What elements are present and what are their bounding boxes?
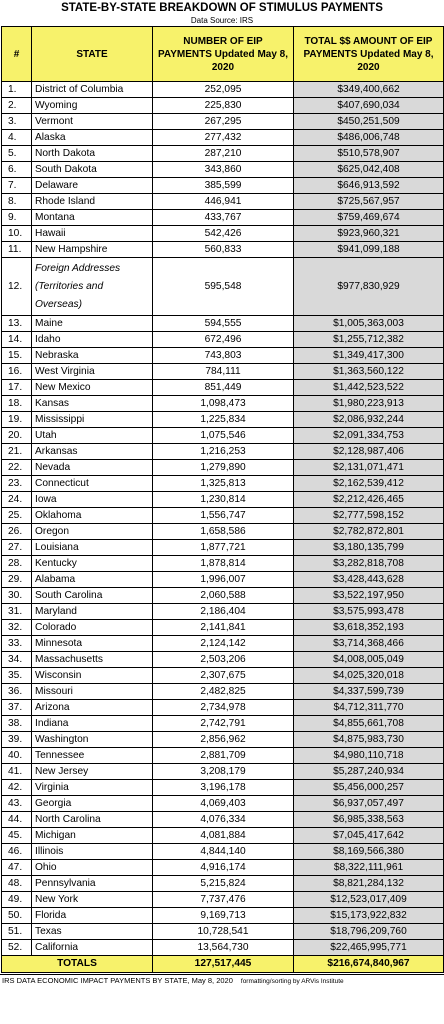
- row-state: West Virginia: [32, 364, 153, 380]
- row-amount: $407,690,034: [294, 98, 444, 114]
- row-number: 2,856,962: [153, 732, 294, 748]
- table-row: [2, 684, 444, 700]
- row-number: 1,225,834: [153, 412, 294, 428]
- row-amount: $4,875,983,730: [294, 732, 444, 748]
- row-number: 1,216,253: [153, 444, 294, 460]
- row-index: 1.: [2, 82, 32, 98]
- row-number: 4,081,884: [153, 828, 294, 844]
- row-number: 5,215,824: [153, 876, 294, 892]
- row-state: Washington: [32, 732, 153, 748]
- row-number: 9,169,713: [153, 908, 294, 924]
- row-index: 32.: [2, 620, 32, 636]
- row-state: Alabama: [32, 572, 153, 588]
- totals-amount: $216,674,840,967: [294, 956, 444, 973]
- table-row: [2, 226, 444, 242]
- row-index: 43.: [2, 796, 32, 812]
- row-amount: $1,349,417,300: [294, 348, 444, 364]
- table-row: [2, 844, 444, 860]
- row-number: 1,996,007: [153, 572, 294, 588]
- row-state: Maine: [32, 316, 153, 332]
- row-state: Idaho: [32, 332, 153, 348]
- row-index: 42.: [2, 780, 32, 796]
- row-index: 22.: [2, 460, 32, 476]
- row-state: South Dakota: [32, 162, 153, 178]
- row-number: 1,075,546: [153, 428, 294, 444]
- payments-table: [1, 26, 444, 973]
- table-row: [2, 828, 444, 844]
- row-index: 45.: [2, 828, 32, 844]
- row-index: 41.: [2, 764, 32, 780]
- row-state: Colorado: [32, 620, 153, 636]
- row-state: Florida: [32, 908, 153, 924]
- totals-row: [2, 956, 444, 973]
- table-row: [2, 396, 444, 412]
- row-amount: $4,025,320,018: [294, 668, 444, 684]
- row-index: 49.: [2, 892, 32, 908]
- row-state: Texas: [32, 924, 153, 940]
- row-number: 1,658,586: [153, 524, 294, 540]
- row-amount: $22,465,995,771: [294, 940, 444, 956]
- row-state: North Dakota: [32, 146, 153, 162]
- row-amount: $923,960,321: [294, 226, 444, 242]
- table-row: [2, 114, 444, 130]
- table-row: [2, 924, 444, 940]
- table-row: [2, 98, 444, 114]
- table-row: [2, 796, 444, 812]
- row-index: 33.: [2, 636, 32, 652]
- row-state: Alaska: [32, 130, 153, 146]
- table-header-row: [2, 27, 444, 82]
- totals-label: TOTALS: [2, 956, 153, 973]
- row-number: 595,548: [153, 258, 294, 316]
- row-index: 51.: [2, 924, 32, 940]
- row-amount: $2,128,987,406: [294, 444, 444, 460]
- row-number: 287,210: [153, 146, 294, 162]
- row-number: 3,196,178: [153, 780, 294, 796]
- row-amount: $2,782,872,801: [294, 524, 444, 540]
- row-index: 29.: [2, 572, 32, 588]
- row-amount: $486,006,748: [294, 130, 444, 146]
- row-state: Utah: [32, 428, 153, 444]
- table-body: [2, 82, 444, 956]
- row-number: 851,449: [153, 380, 294, 396]
- row-amount: $6,985,338,563: [294, 812, 444, 828]
- row-index: 50.: [2, 908, 32, 924]
- page-title: STATE-BY-STATE BREAKDOWN OF STIMULUS PAYMENTS: [61, 2, 383, 14]
- row-number: 2,503,206: [153, 652, 294, 668]
- table-row: [2, 146, 444, 162]
- row-state: Kansas: [32, 396, 153, 412]
- table-row: [2, 444, 444, 460]
- row-state: Wyoming: [32, 98, 153, 114]
- row-state: South Carolina: [32, 588, 153, 604]
- table-row: [2, 860, 444, 876]
- row-index: 5.: [2, 146, 32, 162]
- row-amount: $1,005,363,003: [294, 316, 444, 332]
- table-row: [2, 572, 444, 588]
- row-index: 37.: [2, 700, 32, 716]
- table-row: [2, 162, 444, 178]
- row-state: Louisiana: [32, 540, 153, 556]
- row-index: 23.: [2, 476, 32, 492]
- row-state: Minnesota: [32, 636, 153, 652]
- row-index: 8.: [2, 194, 32, 210]
- row-number: 4,844,140: [153, 844, 294, 860]
- row-index: 19.: [2, 412, 32, 428]
- row-index: 52.: [2, 940, 32, 956]
- row-number: 2,060,588: [153, 588, 294, 604]
- row-amount: $4,855,661,708: [294, 716, 444, 732]
- row-index: 34.: [2, 652, 32, 668]
- row-number: 2,734,978: [153, 700, 294, 716]
- row-index: 10.: [2, 226, 32, 242]
- row-number: 10,728,541: [153, 924, 294, 940]
- row-amount: $510,578,907: [294, 146, 444, 162]
- row-state: New Mexico: [32, 380, 153, 396]
- row-state: California: [32, 940, 153, 956]
- table-row: [2, 700, 444, 716]
- row-state: Ohio: [32, 860, 153, 876]
- row-number: 594,555: [153, 316, 294, 332]
- row-state: Indiana: [32, 716, 153, 732]
- table-row: [2, 620, 444, 636]
- row-state: Kentucky: [32, 556, 153, 572]
- row-number: 2,881,709: [153, 748, 294, 764]
- table-row: [2, 428, 444, 444]
- row-index: 13.: [2, 316, 32, 332]
- row-state: Foreign Addresses (Territories and Overseas): [32, 258, 153, 316]
- row-state: Oregon: [32, 524, 153, 540]
- row-number: 784,111: [153, 364, 294, 380]
- row-state: Hawaii: [32, 226, 153, 242]
- table-row: [2, 82, 444, 98]
- row-amount: $2,212,426,465: [294, 492, 444, 508]
- row-state: Nevada: [32, 460, 153, 476]
- row-amount: $7,045,417,642: [294, 828, 444, 844]
- row-state: Wisconsin: [32, 668, 153, 684]
- row-number: 385,599: [153, 178, 294, 194]
- totals-number: 127,517,445: [153, 956, 294, 973]
- row-number: 4,076,334: [153, 812, 294, 828]
- row-amount: $6,937,057,497: [294, 796, 444, 812]
- header-amount: TOTAL $$ AMOUNT OF EIP PAYMENTS Updated May 8, 2020: [294, 27, 444, 82]
- table-row: [2, 748, 444, 764]
- row-state: Missouri: [32, 684, 153, 700]
- row-number: 446,941: [153, 194, 294, 210]
- table-row: [2, 178, 444, 194]
- row-amount: $3,282,818,708: [294, 556, 444, 572]
- row-index: 39.: [2, 732, 32, 748]
- row-index: 28.: [2, 556, 32, 572]
- row-number: 1,878,814: [153, 556, 294, 572]
- row-amount: $1,255,712,382: [294, 332, 444, 348]
- row-number: 1,230,814: [153, 492, 294, 508]
- row-state: Pennsylvania: [32, 876, 153, 892]
- table-row: [2, 412, 444, 428]
- row-amount: $3,714,368,466: [294, 636, 444, 652]
- row-state: Nebraska: [32, 348, 153, 364]
- row-number: 743,803: [153, 348, 294, 364]
- row-amount: $8,821,284,132: [294, 876, 444, 892]
- row-number: 2,307,675: [153, 668, 294, 684]
- row-state: Montana: [32, 210, 153, 226]
- row-amount: $8,322,111,961: [294, 860, 444, 876]
- row-number: 252,095: [153, 82, 294, 98]
- table-row: [2, 332, 444, 348]
- row-state: Arizona: [32, 700, 153, 716]
- table-row: [2, 210, 444, 226]
- row-number: 225,830: [153, 98, 294, 114]
- row-index: 25.: [2, 508, 32, 524]
- row-index: 30.: [2, 588, 32, 604]
- row-state: Arkansas: [32, 444, 153, 460]
- row-amount: $4,712,311,770: [294, 700, 444, 716]
- row-amount: $2,162,539,412: [294, 476, 444, 492]
- row-index: 12.: [2, 258, 32, 316]
- table-row: [2, 636, 444, 652]
- row-index: 21.: [2, 444, 32, 460]
- row-number: 1,877,721: [153, 540, 294, 556]
- table-row: [2, 130, 444, 146]
- table-row: [2, 476, 444, 492]
- row-amount: $1,980,223,913: [294, 396, 444, 412]
- table-row: [2, 604, 444, 620]
- row-number: 433,767: [153, 210, 294, 226]
- row-number: 7,737,476: [153, 892, 294, 908]
- table-row: [2, 732, 444, 748]
- row-number: 2,742,791: [153, 716, 294, 732]
- row-index: 27.: [2, 540, 32, 556]
- table-row: [2, 492, 444, 508]
- row-index: 44.: [2, 812, 32, 828]
- row-index: 3.: [2, 114, 32, 130]
- table-row: [2, 892, 444, 908]
- row-number: 13,564,730: [153, 940, 294, 956]
- row-amount: $725,567,957: [294, 194, 444, 210]
- row-number: 4,916,174: [153, 860, 294, 876]
- row-number: 4,069,403: [153, 796, 294, 812]
- row-index: 2.: [2, 98, 32, 114]
- table-row: [2, 780, 444, 796]
- row-number: 343,860: [153, 162, 294, 178]
- row-amount: $3,522,197,950: [294, 588, 444, 604]
- row-amount: $349,400,662: [294, 82, 444, 98]
- row-number: 1,098,473: [153, 396, 294, 412]
- table-row: [2, 508, 444, 524]
- header-index: #: [2, 27, 32, 82]
- row-amount: $3,180,135,799: [294, 540, 444, 556]
- row-index: 46.: [2, 844, 32, 860]
- row-state: Michigan: [32, 828, 153, 844]
- row-number: 267,295: [153, 114, 294, 130]
- row-amount: $15,173,922,832: [294, 908, 444, 924]
- row-number: 3,208,179: [153, 764, 294, 780]
- table-row: [2, 876, 444, 892]
- row-amount: $450,251,509: [294, 114, 444, 130]
- row-amount: $1,442,523,522: [294, 380, 444, 396]
- row-state: District of Columbia: [32, 82, 153, 98]
- row-state: Vermont: [32, 114, 153, 130]
- row-index: 17.: [2, 380, 32, 396]
- row-state: New Hampshire: [32, 242, 153, 258]
- row-amount: $3,575,993,478: [294, 604, 444, 620]
- row-amount: $5,456,000,257: [294, 780, 444, 796]
- row-state: Virginia: [32, 780, 153, 796]
- row-state: New York: [32, 892, 153, 908]
- row-amount: $2,777,598,152: [294, 508, 444, 524]
- footer-source: IRS DATA ECONOMIC IMPACT PAYMENTS BY STATE, May 8, 2020: [2, 976, 233, 985]
- footer-credit: formatting/sorting by ARVis Institute: [240, 978, 344, 985]
- row-state: Mississippi: [32, 412, 153, 428]
- row-index: 35.: [2, 668, 32, 684]
- row-index: 24.: [2, 492, 32, 508]
- table-row: [2, 716, 444, 732]
- row-amount: $12,523,017,409: [294, 892, 444, 908]
- row-number: 1,279,890: [153, 460, 294, 476]
- row-index: 11.: [2, 242, 32, 258]
- row-amount: $5,287,240,934: [294, 764, 444, 780]
- row-state: Tennessee: [32, 748, 153, 764]
- row-state: Georgia: [32, 796, 153, 812]
- row-state: Connecticut: [32, 476, 153, 492]
- row-index: 4.: [2, 130, 32, 146]
- table-row: [2, 652, 444, 668]
- row-amount: $977,830,929: [294, 258, 444, 316]
- row-number: 2,141,841: [153, 620, 294, 636]
- table-row: [2, 258, 444, 316]
- table-row: [2, 380, 444, 396]
- row-number: 560,833: [153, 242, 294, 258]
- row-amount: $2,091,334,753: [294, 428, 444, 444]
- header-state: STATE: [32, 27, 153, 82]
- row-index: 7.: [2, 178, 32, 194]
- row-number: 1,325,813: [153, 476, 294, 492]
- table-row: [2, 524, 444, 540]
- footer: [0, 974, 444, 987]
- row-index: 36.: [2, 684, 32, 700]
- row-number: 277,432: [153, 130, 294, 146]
- table-row: [2, 588, 444, 604]
- table-row: [2, 540, 444, 556]
- row-index: 18.: [2, 396, 32, 412]
- table-row: [2, 460, 444, 476]
- table-row: [2, 908, 444, 924]
- row-index: 38.: [2, 716, 32, 732]
- table-row: [2, 812, 444, 828]
- table-row: [2, 348, 444, 364]
- row-state: North Carolina: [32, 812, 153, 828]
- row-amount: $8,169,566,380: [294, 844, 444, 860]
- row-number: 2,124,142: [153, 636, 294, 652]
- table-row: [2, 668, 444, 684]
- row-amount: $3,428,443,628: [294, 572, 444, 588]
- row-amount: $759,469,674: [294, 210, 444, 226]
- table-row: [2, 940, 444, 956]
- row-state: New Jersey: [32, 764, 153, 780]
- row-index: 14.: [2, 332, 32, 348]
- row-amount: $625,042,408: [294, 162, 444, 178]
- row-index: 48.: [2, 876, 32, 892]
- row-amount: $4,980,110,718: [294, 748, 444, 764]
- row-number: 1,556,747: [153, 508, 294, 524]
- table-row: [2, 194, 444, 210]
- row-state: Rhode Island: [32, 194, 153, 210]
- row-number: 672,496: [153, 332, 294, 348]
- row-amount: $1,363,560,122: [294, 364, 444, 380]
- row-amount: $3,618,352,193: [294, 620, 444, 636]
- table-row: [2, 364, 444, 380]
- row-index: 6.: [2, 162, 32, 178]
- row-amount: $646,913,592: [294, 178, 444, 194]
- row-number: 2,482,825: [153, 684, 294, 700]
- row-index: 20.: [2, 428, 32, 444]
- row-index: 9.: [2, 210, 32, 226]
- row-state: Maryland: [32, 604, 153, 620]
- row-state: Oklahoma: [32, 508, 153, 524]
- row-index: 26.: [2, 524, 32, 540]
- row-amount: $4,337,599,739: [294, 684, 444, 700]
- row-state: Illinois: [32, 844, 153, 860]
- table-row: [2, 242, 444, 258]
- row-number: 2,186,404: [153, 604, 294, 620]
- row-number: 542,426: [153, 226, 294, 242]
- row-state: Massachusetts: [32, 652, 153, 668]
- row-index: 31.: [2, 604, 32, 620]
- row-amount: $2,086,932,244: [294, 412, 444, 428]
- row-state: Delaware: [32, 178, 153, 194]
- row-index: 15.: [2, 348, 32, 364]
- table-row: [2, 316, 444, 332]
- row-amount: $2,131,071,471: [294, 460, 444, 476]
- table-row: [2, 556, 444, 572]
- row-amount: $4,008,005,049: [294, 652, 444, 668]
- row-amount: $18,796,209,760: [294, 924, 444, 940]
- row-index: 16.: [2, 364, 32, 380]
- row-index: 40.: [2, 748, 32, 764]
- row-state: Iowa: [32, 492, 153, 508]
- header-number: NUMBER OF EIP PAYMENTS Updated May 8, 2020: [153, 27, 294, 82]
- data-source: Data Source: IRS: [190, 16, 254, 25]
- row-amount: $941,099,188: [294, 242, 444, 258]
- table-row: [2, 764, 444, 780]
- row-index: 47.: [2, 860, 32, 876]
